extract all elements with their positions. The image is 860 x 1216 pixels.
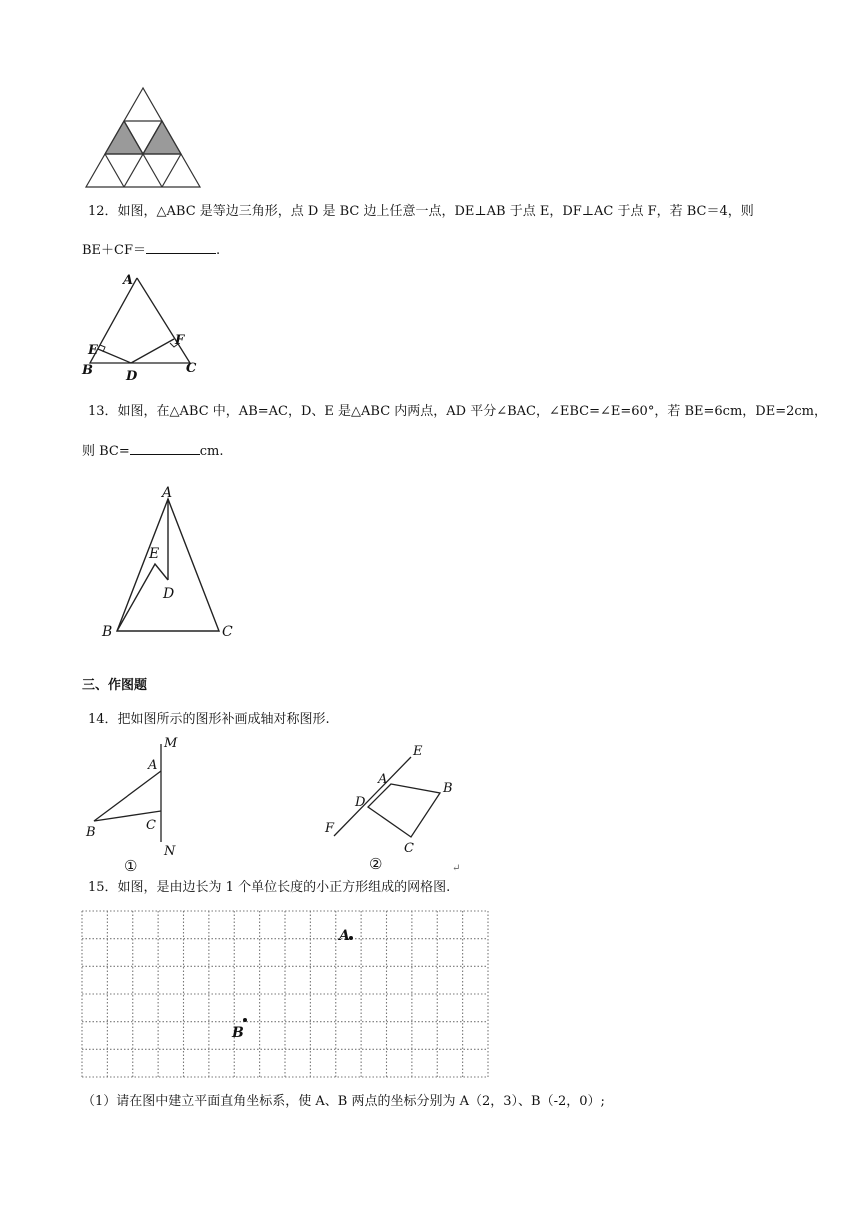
q12-label-c: C [186,361,197,376]
q14-fig1-label-c: C [146,818,156,833]
q14-fig1-caption: ① [124,857,138,875]
q13-figure [0,480,860,650]
q13-label-c: C [222,624,233,640]
triangle-grid-figure [0,0,860,200]
q12-text-line2 [82,241,220,259]
q12-label-d: D [126,369,138,384]
q15-grid-figure [0,905,860,1085]
q15-label-b: B [232,1025,244,1041]
q14-fig1-label-m: M [164,736,178,751]
q14-fig1-label-a: A [148,758,158,773]
q14-return-mark: ↵ [452,863,461,874]
shaded-triangle-right [143,121,181,154]
q15-label-a: A [339,928,350,944]
q13-text-line1: 13．如图，在△ABC 中，AB=AC，D、E 是△ABC 内两点，AD 平分∠BAC，∠EBC=∠E=60°，若 BE=6cm，DE=2cm， [88,404,827,419]
q14-fig1-label-n: N [164,844,176,859]
q14-fig2-label-f: F [325,821,335,836]
q13-label-b: B [102,624,113,640]
q15-part1-text: （1）请在图中建立平面直角坐标系，使 A、B 两点的坐标分别为 A（2，3）、B（-2，0）; [82,1094,605,1109]
section-3-title: 三、作图题 [82,678,148,693]
q12-answer-blank[interactable] [146,241,216,254]
q14-text: 14．把如图所示的图形补画成轴对称图形. [88,712,330,727]
q12-label-f: F [175,333,185,348]
q13-line2-prefix: 则 BC= [82,444,130,459]
q13-label-d: D [163,586,175,602]
q14-fig2-label-c: C [404,841,414,856]
q12-label-b: B [82,363,93,378]
q12-line2-suffix: . [216,243,221,258]
q12-text-line1: 12．如图，△ABC 是等边三角形，点 D 是 BC 边上任意一点，DE⊥AB 于点 E，DF⊥AC 于点 F，若 BC＝4，则 [88,204,754,219]
q15-point-b [243,1018,247,1022]
q13-line2-suffix: cm. [199,444,224,459]
q13-text-line2 [82,442,224,460]
q12-label-e: E [88,343,98,358]
q13-label-e: E [149,546,160,562]
q14-fig2-label-d: D [355,795,366,810]
q14-fig2-caption: ② [369,855,383,873]
q15-text: 15．如图，是由边长为 1 个单位长度的小正方形组成的网格图. [88,880,451,895]
q14-fig2-label-a: A [378,772,388,787]
shaded-triangle-left [105,121,143,154]
q14-fig2-label-b: B [443,781,453,796]
q14-fig2-label-e: E [413,744,423,759]
q13-answer-blank[interactable] [130,442,200,455]
q12-figure [0,265,860,385]
q12-label-a: A [123,273,134,288]
q14-fig1-label-b: B [86,825,96,840]
q12-line2-prefix: BE＋CF＝ [82,243,147,258]
q14-figure-2 [0,730,860,880]
q13-label-a: A [162,485,173,501]
